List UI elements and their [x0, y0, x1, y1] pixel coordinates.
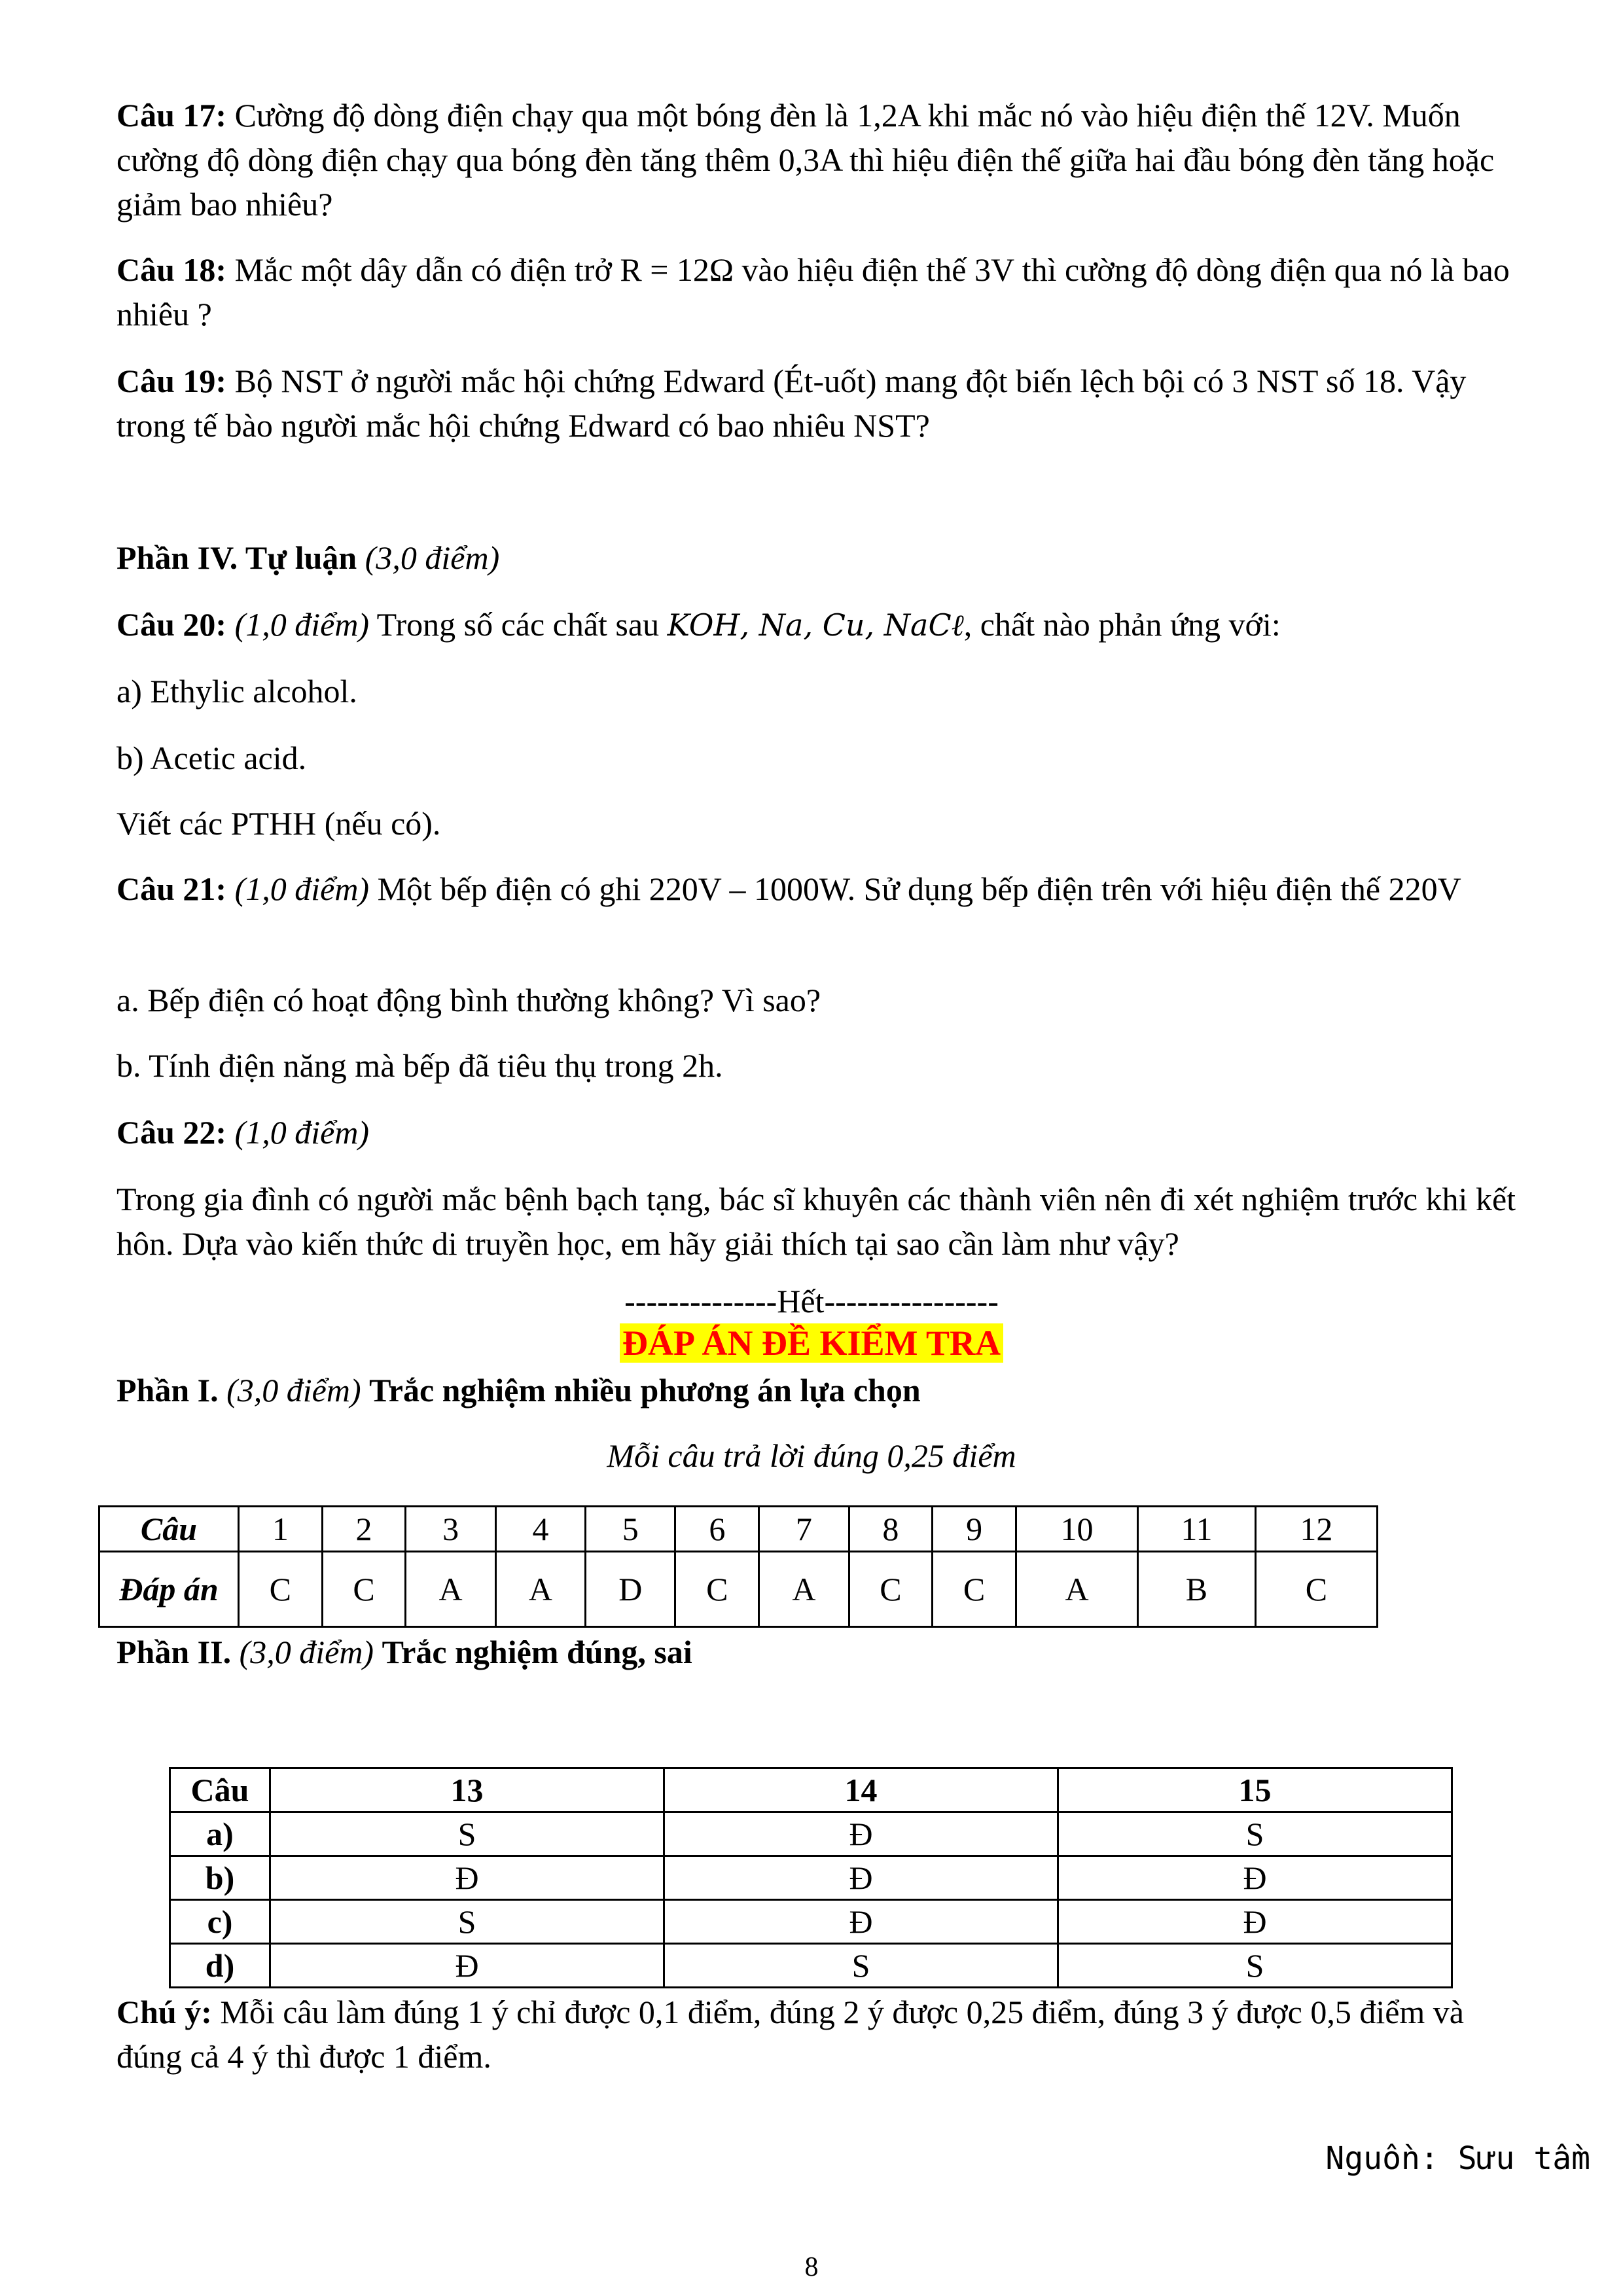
answer-cell: C — [675, 1552, 759, 1627]
answer-cell: A — [1016, 1552, 1137, 1627]
row-header: b) — [170, 1856, 270, 1900]
column-header: 15 — [1058, 1768, 1452, 1812]
table-row — [170, 1900, 1452, 1944]
header-cell: Câu — [99, 1507, 239, 1552]
question-19 — [116, 359, 1524, 448]
answer-table-part-1 — [98, 1505, 1378, 1628]
answer-cell: C — [322, 1552, 406, 1627]
part-points: (3,0 điểm) — [357, 539, 500, 576]
table-row — [170, 1812, 1452, 1856]
answer-cell: Đ — [664, 1900, 1058, 1944]
answer-cell: Đ — [1058, 1900, 1452, 1944]
table-row — [170, 1768, 1452, 1812]
row-header: c) — [170, 1900, 270, 1944]
answer-cell: A — [495, 1552, 585, 1627]
question-number-cell: 3 — [406, 1507, 495, 1552]
column-header: 13 — [270, 1768, 664, 1812]
q20-instruction: Viết các PTHH (nếu có). — [116, 805, 441, 842]
column-header: 14 — [664, 1768, 1058, 1812]
question-text: Trong số các chất sau — [369, 606, 668, 643]
answer-cell: S — [1058, 1812, 1452, 1856]
question-label: Câu 20: — [116, 606, 227, 643]
answer-cell: S — [1058, 1944, 1452, 1988]
q21-part-b: b. Tính điện năng mà bếp đã tiêu thụ trong 2h. — [116, 1047, 723, 1084]
question-number-cell: 2 — [322, 1507, 406, 1552]
question-number-cell: 10 — [1016, 1507, 1137, 1552]
answer-key-title: ĐÁP ÁN ĐỀ KIỂM TRA — [620, 1323, 1003, 1363]
question-20 — [116, 602, 1524, 647]
answer-cell: Đ — [270, 1944, 664, 1988]
question-points: (1,0 điểm) — [226, 870, 370, 907]
table-row — [170, 1856, 1452, 1900]
chemical-list: KOH, Na, Cu, NaCℓ — [667, 607, 964, 643]
answer-cell: C — [239, 1552, 323, 1627]
question-number-cell: 6 — [675, 1507, 759, 1552]
answer-cell: Đ — [1058, 1856, 1452, 1900]
question-text-end: , chất nào phản ứng với: — [963, 606, 1281, 643]
question-label: Câu 19: — [116, 363, 227, 399]
part-1-scoring-note: Mỗi câu trả lời đúng 0,25 điểm — [607, 1437, 1016, 1474]
table-row — [170, 1944, 1452, 1988]
answer-cell: C — [849, 1552, 933, 1627]
q21-part-a: a. Bếp điện có hoạt động bình thường không? Vì sao? — [116, 982, 821, 1018]
source-credit: Nguồn: Sưu tầm — [1325, 2140, 1590, 2177]
question-label: Câu 17: — [116, 97, 227, 134]
note-label: Chú ý: — [116, 1994, 212, 2030]
note-text: Mỗi câu làm đúng 1 ý chỉ được 0,1 điểm, đúng 2 ý được 0,25 điểm, đúng 3 ý được 0,5 điểm và đúng cả 4 ý thì được 1 điểm. — [116, 1994, 1464, 2075]
answer-cell: B — [1138, 1552, 1256, 1627]
q20-option-a: a) Ethylic alcohol. — [116, 673, 357, 709]
question-number-cell: 7 — [759, 1507, 849, 1552]
answer-cell: Đ — [270, 1856, 664, 1900]
part-1-heading — [116, 1368, 1524, 1412]
question-text: Mắc một dây dẫn có điện trở R = 12Ω vào hiệu điện thế 3V thì cường độ dòng điện qua nó là bao nhiêu ? — [116, 251, 1510, 332]
answer-cell: C — [933, 1552, 1016, 1627]
question-number-cell: 4 — [495, 1507, 585, 1552]
question-points: (1,0 điểm) — [226, 606, 370, 643]
question-label: Câu 22: — [116, 1114, 227, 1151]
header-cell: Câu — [170, 1768, 270, 1812]
part-4-heading — [116, 535, 1524, 580]
answer-cell: Đ — [664, 1856, 1058, 1900]
answer-cell: S — [270, 1812, 664, 1856]
question-number-cell: 5 — [586, 1507, 675, 1552]
part-description: Trắc nghiệm nhiều phương án lựa chọn — [369, 1372, 921, 1408]
question-number-cell: 1 — [239, 1507, 323, 1552]
question-label: Câu 18: — [116, 251, 227, 288]
question-17 — [116, 93, 1524, 226]
question-number-cell: 11 — [1138, 1507, 1256, 1552]
end-divider: --------------Hết---------------- — [624, 1283, 999, 1319]
part-points: (3,0 điểm) — [218, 1372, 370, 1408]
question-22-heading — [116, 1110, 1524, 1155]
part-2-heading — [116, 1630, 1524, 1674]
row-header: d) — [170, 1944, 270, 1988]
page-number: 8 — [804, 2252, 819, 2282]
question-number-cell: 8 — [849, 1507, 933, 1552]
answer-table-part-2 — [169, 1767, 1453, 1988]
part-points: (3,0 điểm) — [231, 1634, 382, 1670]
question-text: Cường độ dòng điện chạy qua một bóng đèn là 1,2A khi mắc nó vào hiệu điện thế 12V. Muốn cường độ dòng điện chạy qua bóng đèn tăng thêm 0,3A thì hiệu điện thế giữa hai đầu bóng đèn tăng hoặc giảm bao nhiêu? — [116, 97, 1495, 223]
q20-option-b: b) Acetic acid. — [116, 740, 307, 776]
question-22-text: Trong gia đình có người mắc bệnh bạch tạng, bác sĩ khuyên các thành viên nên đi xét nghiệm trước khi kết hôn. Dựa vào kiến thức di truyền học, em hãy giải thích tại sao cần làm như vậy? — [116, 1181, 1516, 1262]
question-21 — [116, 867, 1524, 911]
answer-cell: C — [1255, 1552, 1377, 1627]
answer-cell: A — [759, 1552, 849, 1627]
answer-cell: A — [406, 1552, 495, 1627]
answer-cell: Đ — [664, 1812, 1058, 1856]
question-text: Bộ NST ở người mắc hội chứng Edward (Ét-uốt) mang đột biến lệch bội có 3 NST số 18. Vậy trong tế bào người mắc hội chứng Edward có bao nhiêu NST? — [116, 363, 1467, 444]
answer-cell: S — [664, 1944, 1058, 1988]
answer-cell: S — [270, 1900, 664, 1944]
part-title: Phần II. — [116, 1634, 232, 1670]
question-points: (1,0 điểm) — [226, 1114, 370, 1151]
table-row — [99, 1552, 1378, 1627]
question-label: Câu 21: — [116, 870, 227, 907]
question-number-cell: 12 — [1255, 1507, 1377, 1552]
question-18 — [116, 247, 1524, 336]
table-row — [99, 1507, 1378, 1552]
scoring-note — [116, 1990, 1524, 2079]
part-title: Phần I. — [116, 1372, 219, 1408]
part-title: Phần IV. Tự luận — [116, 539, 357, 576]
part-description: Trắc nghiệm đúng, sai — [382, 1634, 692, 1670]
question-number-cell: 9 — [933, 1507, 1016, 1552]
header-cell: Đáp án — [99, 1552, 239, 1627]
question-text: Một bếp điện có ghi 220V – 1000W. Sử dụng bếp điện trên với hiệu điện thế 220V — [369, 870, 1461, 907]
answer-cell: D — [586, 1552, 675, 1627]
answer-key-title-wrap — [0, 1322, 1623, 1365]
row-header: a) — [170, 1812, 270, 1856]
